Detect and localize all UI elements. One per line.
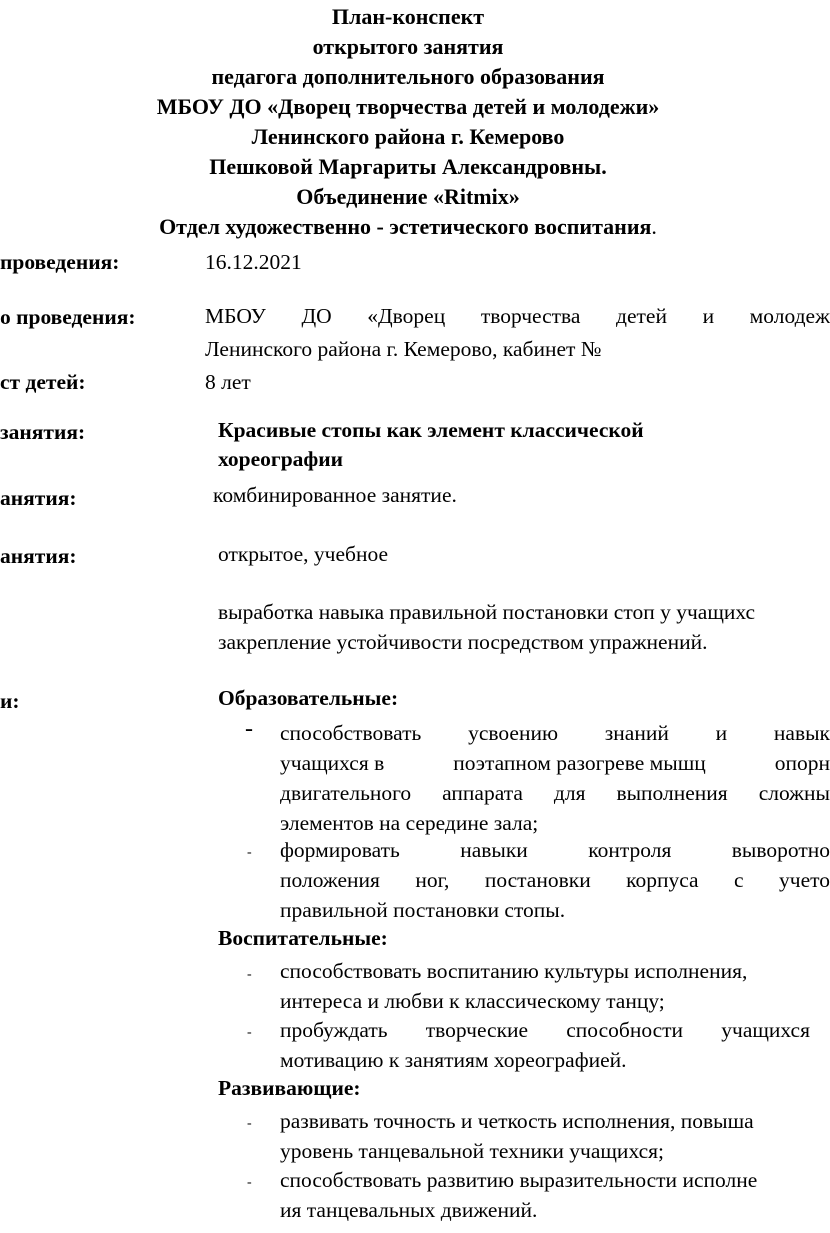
educational-title: Образовательные: <box>218 686 399 710</box>
header-line-8 <box>0 212 816 242</box>
word: учащихся <box>721 1018 810 1042</box>
list-dash: - <box>247 1175 252 1190</box>
upbringing-item-2-line-1 <box>280 1015 810 1045</box>
header-line-5: Ленинского района г. Кемерово <box>251 124 565 149</box>
educational-item-2-line-1 <box>280 835 830 865</box>
word: выполнения <box>616 781 728 805</box>
word: усвоению <box>468 721 559 745</box>
header-line-3: педагога дополнительного образования <box>211 64 605 89</box>
kind-label: анятия: <box>0 544 77 568</box>
tasks-label: и: <box>0 689 20 713</box>
department-name: Отдел художественно - эстетического воспитания <box>159 214 652 239</box>
header-line-6: Пешковой Маргариты Александровны. <box>209 154 607 179</box>
place-word: «Дворец <box>367 304 446 328</box>
header-trailing-dot: . <box>651 214 657 239</box>
word: способствовать <box>280 721 422 745</box>
topic-label: занятия: <box>0 420 86 444</box>
topic-value-line-1: Красивые стопы как элемент классической <box>218 418 644 442</box>
word: опорн <box>774 751 830 775</box>
date-value: 16.12.2021 <box>205 250 302 274</box>
word: пробуждать <box>280 1018 388 1042</box>
header-line-1: План-конспект <box>331 4 485 29</box>
developing-item-2-line-1: способствовать развитию выразительности исполне <box>280 1168 758 1192</box>
word: двигательного <box>280 781 412 805</box>
upbringing-item-1-line-2: интереса и любви к классическому танцу; <box>280 989 665 1013</box>
word: способности <box>566 1018 684 1042</box>
word: поэтапном разогреве мышц <box>453 751 706 775</box>
word: с <box>734 868 744 892</box>
developing-item-2-line-2: ия танцевальных движений. <box>280 1198 538 1222</box>
developing-item-1-line-1: развивать точность и четкость исполнения, повыша <box>280 1109 754 1133</box>
educational-item-1-line-2 <box>280 748 830 778</box>
list-dash: - <box>247 967 252 982</box>
list-dash: - <box>247 1025 252 1040</box>
place-word: творчества <box>480 304 581 328</box>
list-dash: - <box>247 845 252 860</box>
age-label: ст детей: <box>0 370 86 394</box>
word: положения <box>280 868 380 892</box>
place-word: МБОУ <box>205 304 266 328</box>
upbringing-item-1-line-1: способствовать воспитанию культуры исполнения, <box>280 959 748 983</box>
word: творческие <box>425 1018 529 1042</box>
type-label: анятия: <box>0 486 77 510</box>
place-value-line-1 <box>205 301 830 331</box>
place-word: детей <box>616 304 667 328</box>
word: для <box>553 781 586 805</box>
header-line-4: МБОУ ДО «Дворец творчества детей и молодежи» <box>156 94 660 119</box>
educational-item-1-line-4: элементов на середине зала; <box>280 811 539 835</box>
word: навыки <box>460 838 528 862</box>
topic-value-line-2: хореографии <box>218 447 344 471</box>
date-label: проведения: <box>0 250 120 274</box>
word: сложны <box>758 781 830 805</box>
goal-value-line-2: закрепление устойчивости посредством упражнений. <box>218 630 708 654</box>
word: знаний <box>604 721 669 745</box>
age-value: 8 лет <box>205 370 251 394</box>
word: формировать <box>280 838 400 862</box>
word: навык <box>773 721 830 745</box>
word: учащихся в <box>280 751 385 775</box>
word: контроля <box>588 838 672 862</box>
word: корпуса <box>626 868 699 892</box>
educational-item-1-line-1 <box>280 718 830 748</box>
goal-value-line-1: выработка навыка правильной постановки стоп у учащихс <box>218 600 756 624</box>
upbringing-title: Воспитательные: <box>218 926 388 950</box>
place-value-line-2: Ленинского района г. Кемерово, кабинет № <box>205 337 602 361</box>
developing-title: Развивающие: <box>218 1076 361 1100</box>
word: учето <box>779 868 830 892</box>
list-dash: - <box>245 716 253 742</box>
word: ног, <box>415 868 450 892</box>
document-header <box>0 2 816 242</box>
place-word: и <box>702 304 715 328</box>
upbringing-item-2-line-2: мотивацию к занятиям хореографией. <box>280 1048 627 1072</box>
place-word: ДО <box>301 304 332 328</box>
place-word: молодеж <box>749 304 830 328</box>
developing-item-1-line-2: уровень танцевальной техники учащихся; <box>280 1139 664 1163</box>
word: выворотно <box>731 838 830 862</box>
list-dash: - <box>247 1116 252 1131</box>
educational-item-1-line-3 <box>280 778 830 808</box>
kind-value: открытое, учебное <box>218 542 389 566</box>
word: аппарата <box>442 781 523 805</box>
type-value: комбинированное занятие. <box>213 483 457 507</box>
header-line-7: Объединение «Ritmix» <box>296 184 520 209</box>
word: постановки <box>484 868 591 892</box>
header-line-2: открытого занятия <box>312 34 504 59</box>
educational-item-2-line-3: правильной постановки стопы. <box>280 898 566 922</box>
educational-item-2-line-2 <box>280 865 830 895</box>
word: и <box>715 721 728 745</box>
place-label: о проведения: <box>0 305 136 329</box>
